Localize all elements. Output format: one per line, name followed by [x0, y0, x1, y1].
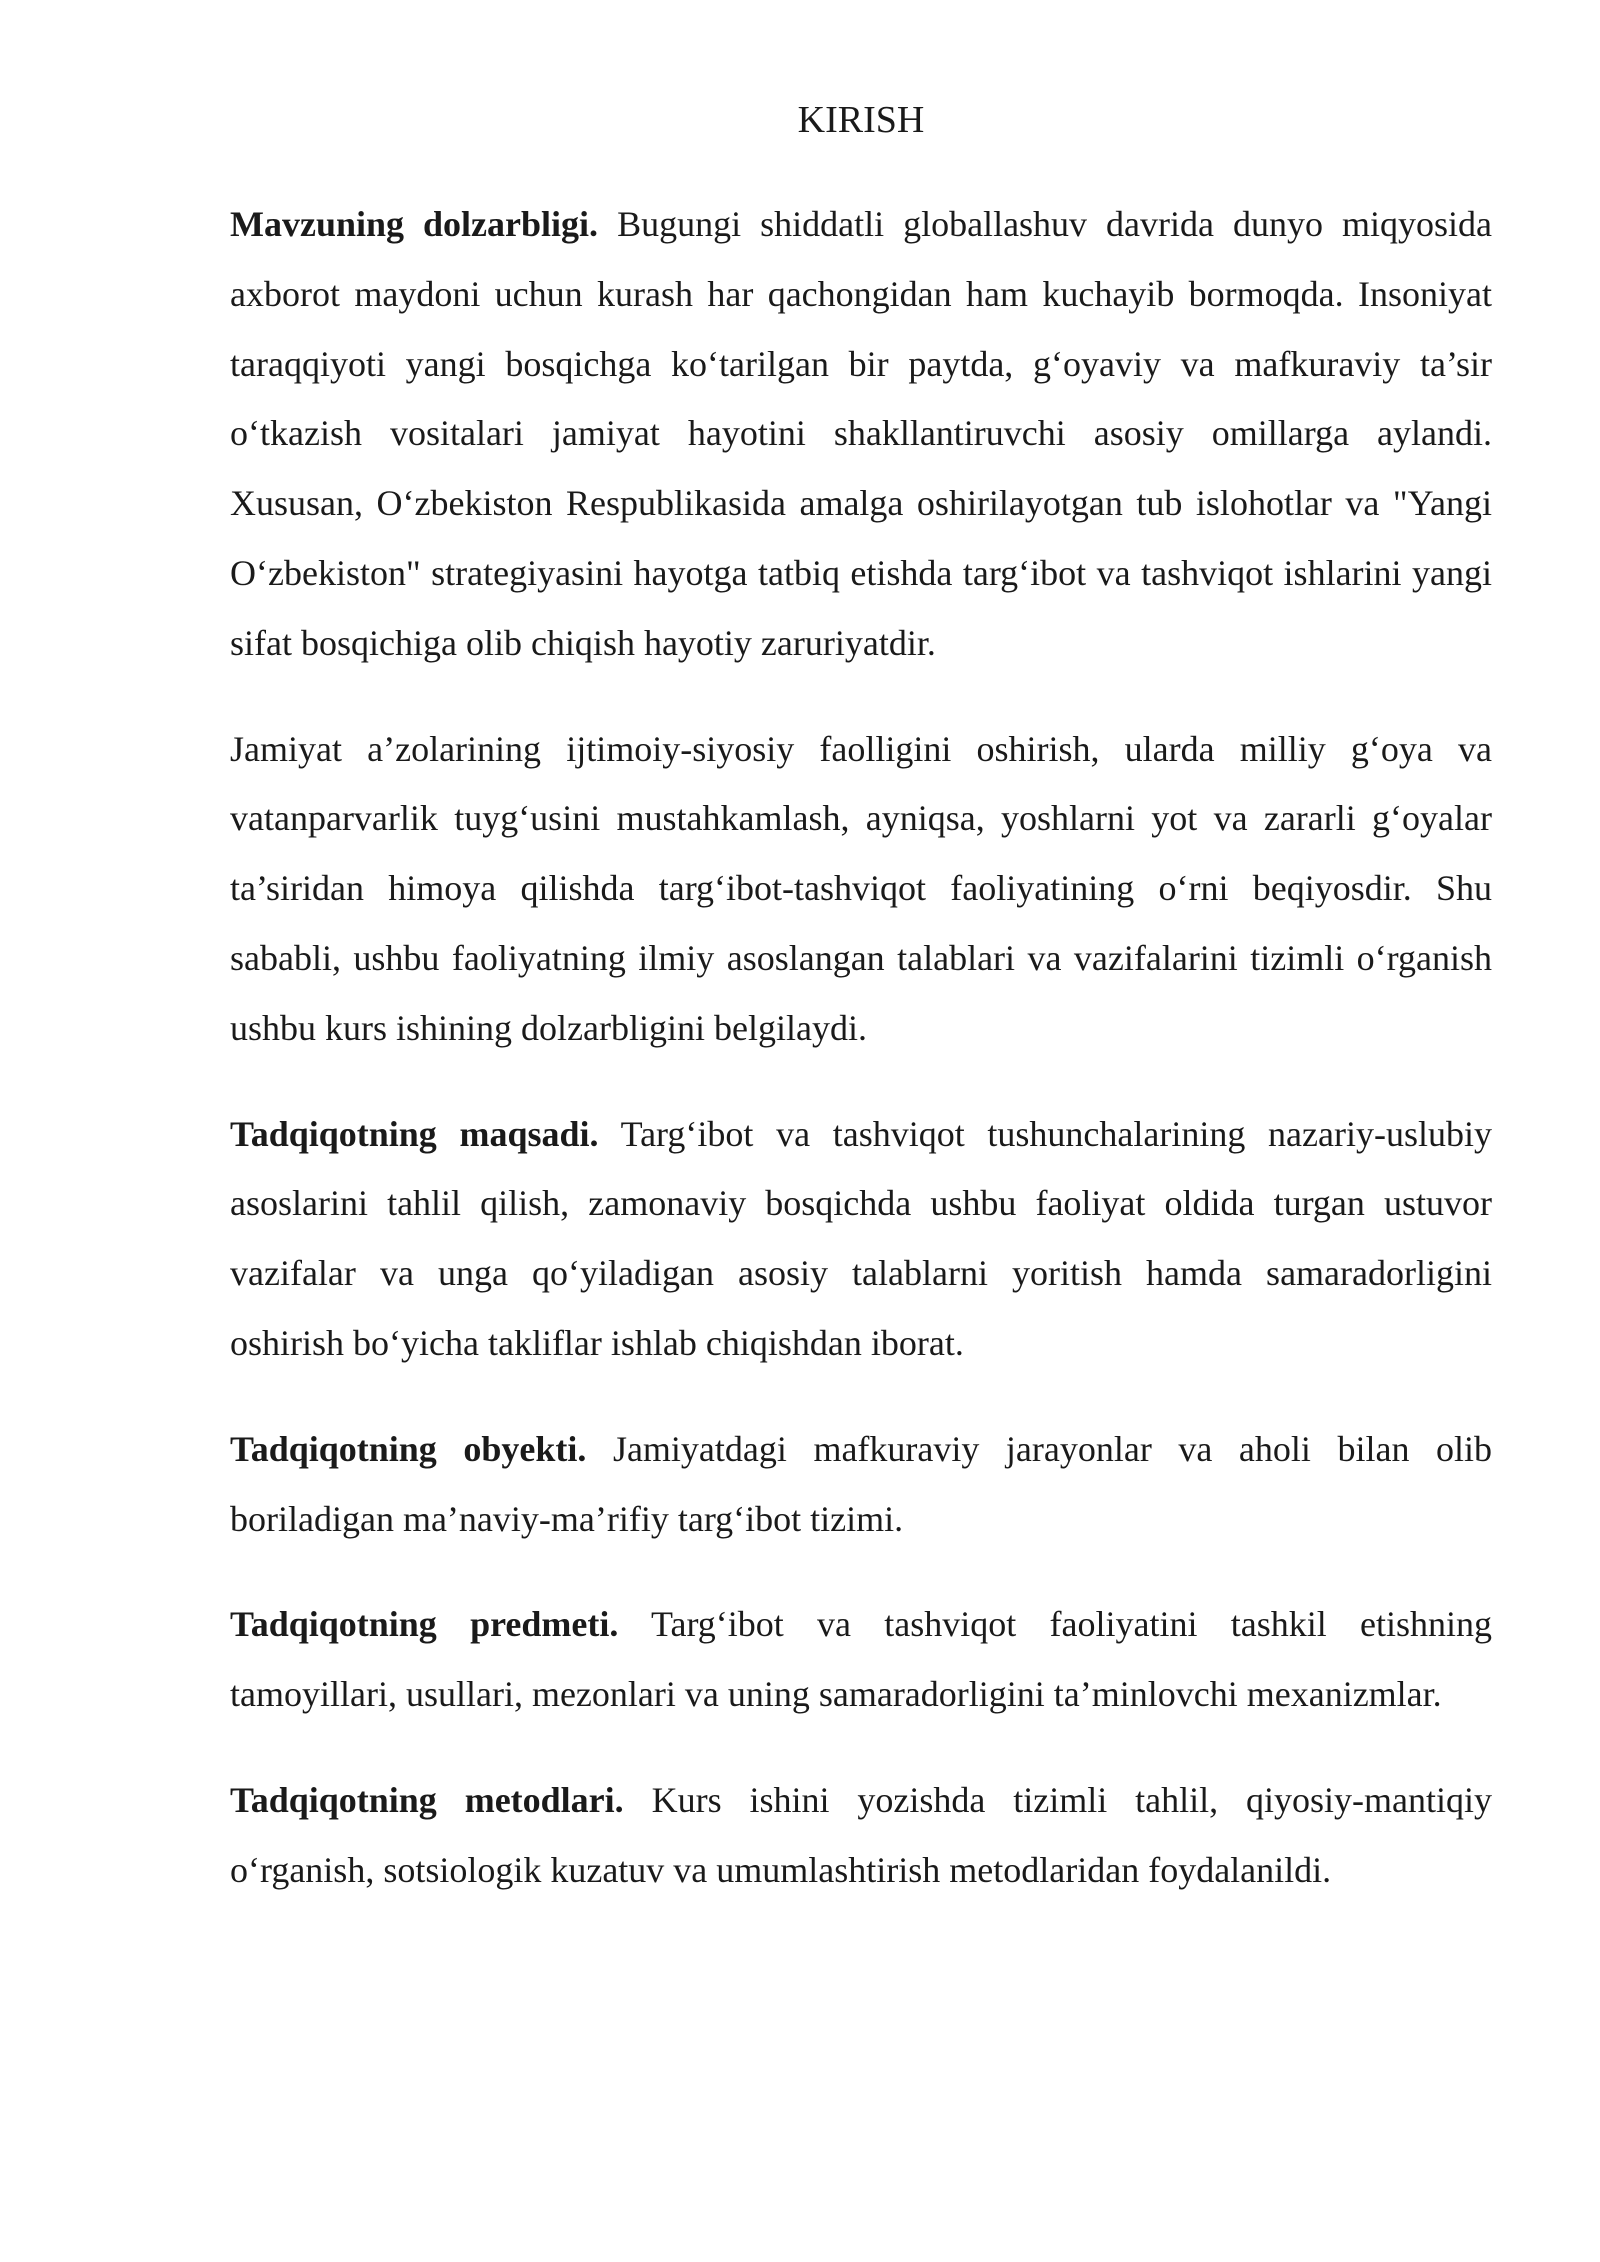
paragraph-text: Jamiyatdagi mafkuraviy jarayonlar va aholi bilan olib boriladigan ma’naviy-ma’rifiy targ‘ibot tizimi. [230, 1428, 1492, 1539]
paragraph-lead: Tadqiqotning predmeti. [230, 1604, 619, 1645]
paragraph-goal [230, 1100, 1492, 1379]
paragraph-subject [230, 1590, 1492, 1730]
paragraph-methods [230, 1766, 1492, 1906]
paragraph-object [230, 1415, 1492, 1555]
document-page [230, 90, 1492, 1942]
paragraph-relevance-continued [230, 715, 1492, 1064]
paragraph-relevance [230, 190, 1492, 679]
paragraph-lead: Tadqiqotning metodlari. [230, 1779, 624, 1820]
paragraph-text: Kurs ishini yozishda tizimli tahlil, qiyosiy-mantiqiy o‘rganish, sotsiologik kuzatuv va umumlashtirish metodlaridan foydalanildi. [230, 1779, 1493, 1890]
paragraph-text: Jamiyat a’zolarining ijtimoiy-siyosiy faolligini oshirish, ularda milliy g‘oya va vatanparvarlik tuyg‘usini mustahkamlash, ayniqsa, yoshlarni yot va zararli g‘oyalar ta’siridan himoya qilishda targ‘ibot-tashviqot faoliyatining o‘rni beqiyosdir. Shu sababli, ushbu faoliyatning ilmiy asoslangan talablari va vazifalarini tizimli o‘rganish ushbu kurs ishining dolzarbligini belgilaydi. [230, 728, 1492, 1048]
paragraph-lead: Tadqiqotning maqsadi. [230, 1113, 599, 1154]
paragraph-text: Targ‘ibot va tashviqot faoliyatini tashkil etishning tamoyillari, usullari, mezonlari va uning samaradorligini ta’minlovchi mexanizmlar. [230, 1604, 1492, 1715]
paragraph-text: Targ‘ibot va tashviqot tushunchalarining nazariy-uslubiy asoslarini tahlil qilish, zamonaviy bosqichda ushbu faoliyat oldida turgan ustuvor vazifalar va unga qo‘yiladigan asosiy talablarni yoritish hamda samaradorligini oshirish bo‘yicha takliflar ishlab chiqishdan iborat. [230, 1113, 1492, 1363]
page-title: KIRISH [797, 99, 925, 141]
paragraph-lead: Mavzuning dolzarbligi. [230, 204, 599, 244]
paragraph-text: Bugungi shiddatli globallashuv davrida dunyo miqyosida axborot maydoni uchun kurash har qachongidan ham kuchayib bormoqda. Insoniyat taraqqiyoti yangi bosqichga ko‘tarilgan bir paytda, g‘oyaviy va mafkuraviy ta’sir o‘tkazish vositalari jamiyat hayotini shakllantiruvchi asosiy omillarga aylandi. Xususan, O‘zbekiston Respublikasida amalga oshirilayotgan tub islohotlar va "Yangi O‘zbekiston" strategiyasini hayotga tatbiq etishda targ‘ibot va tashviqot ishlarini yangi sifat bosqichiga olib chiqish hayotiy zaruriyatdir. [230, 204, 1493, 663]
paragraph-lead: Tadqiqotning obyekti. [230, 1428, 587, 1469]
